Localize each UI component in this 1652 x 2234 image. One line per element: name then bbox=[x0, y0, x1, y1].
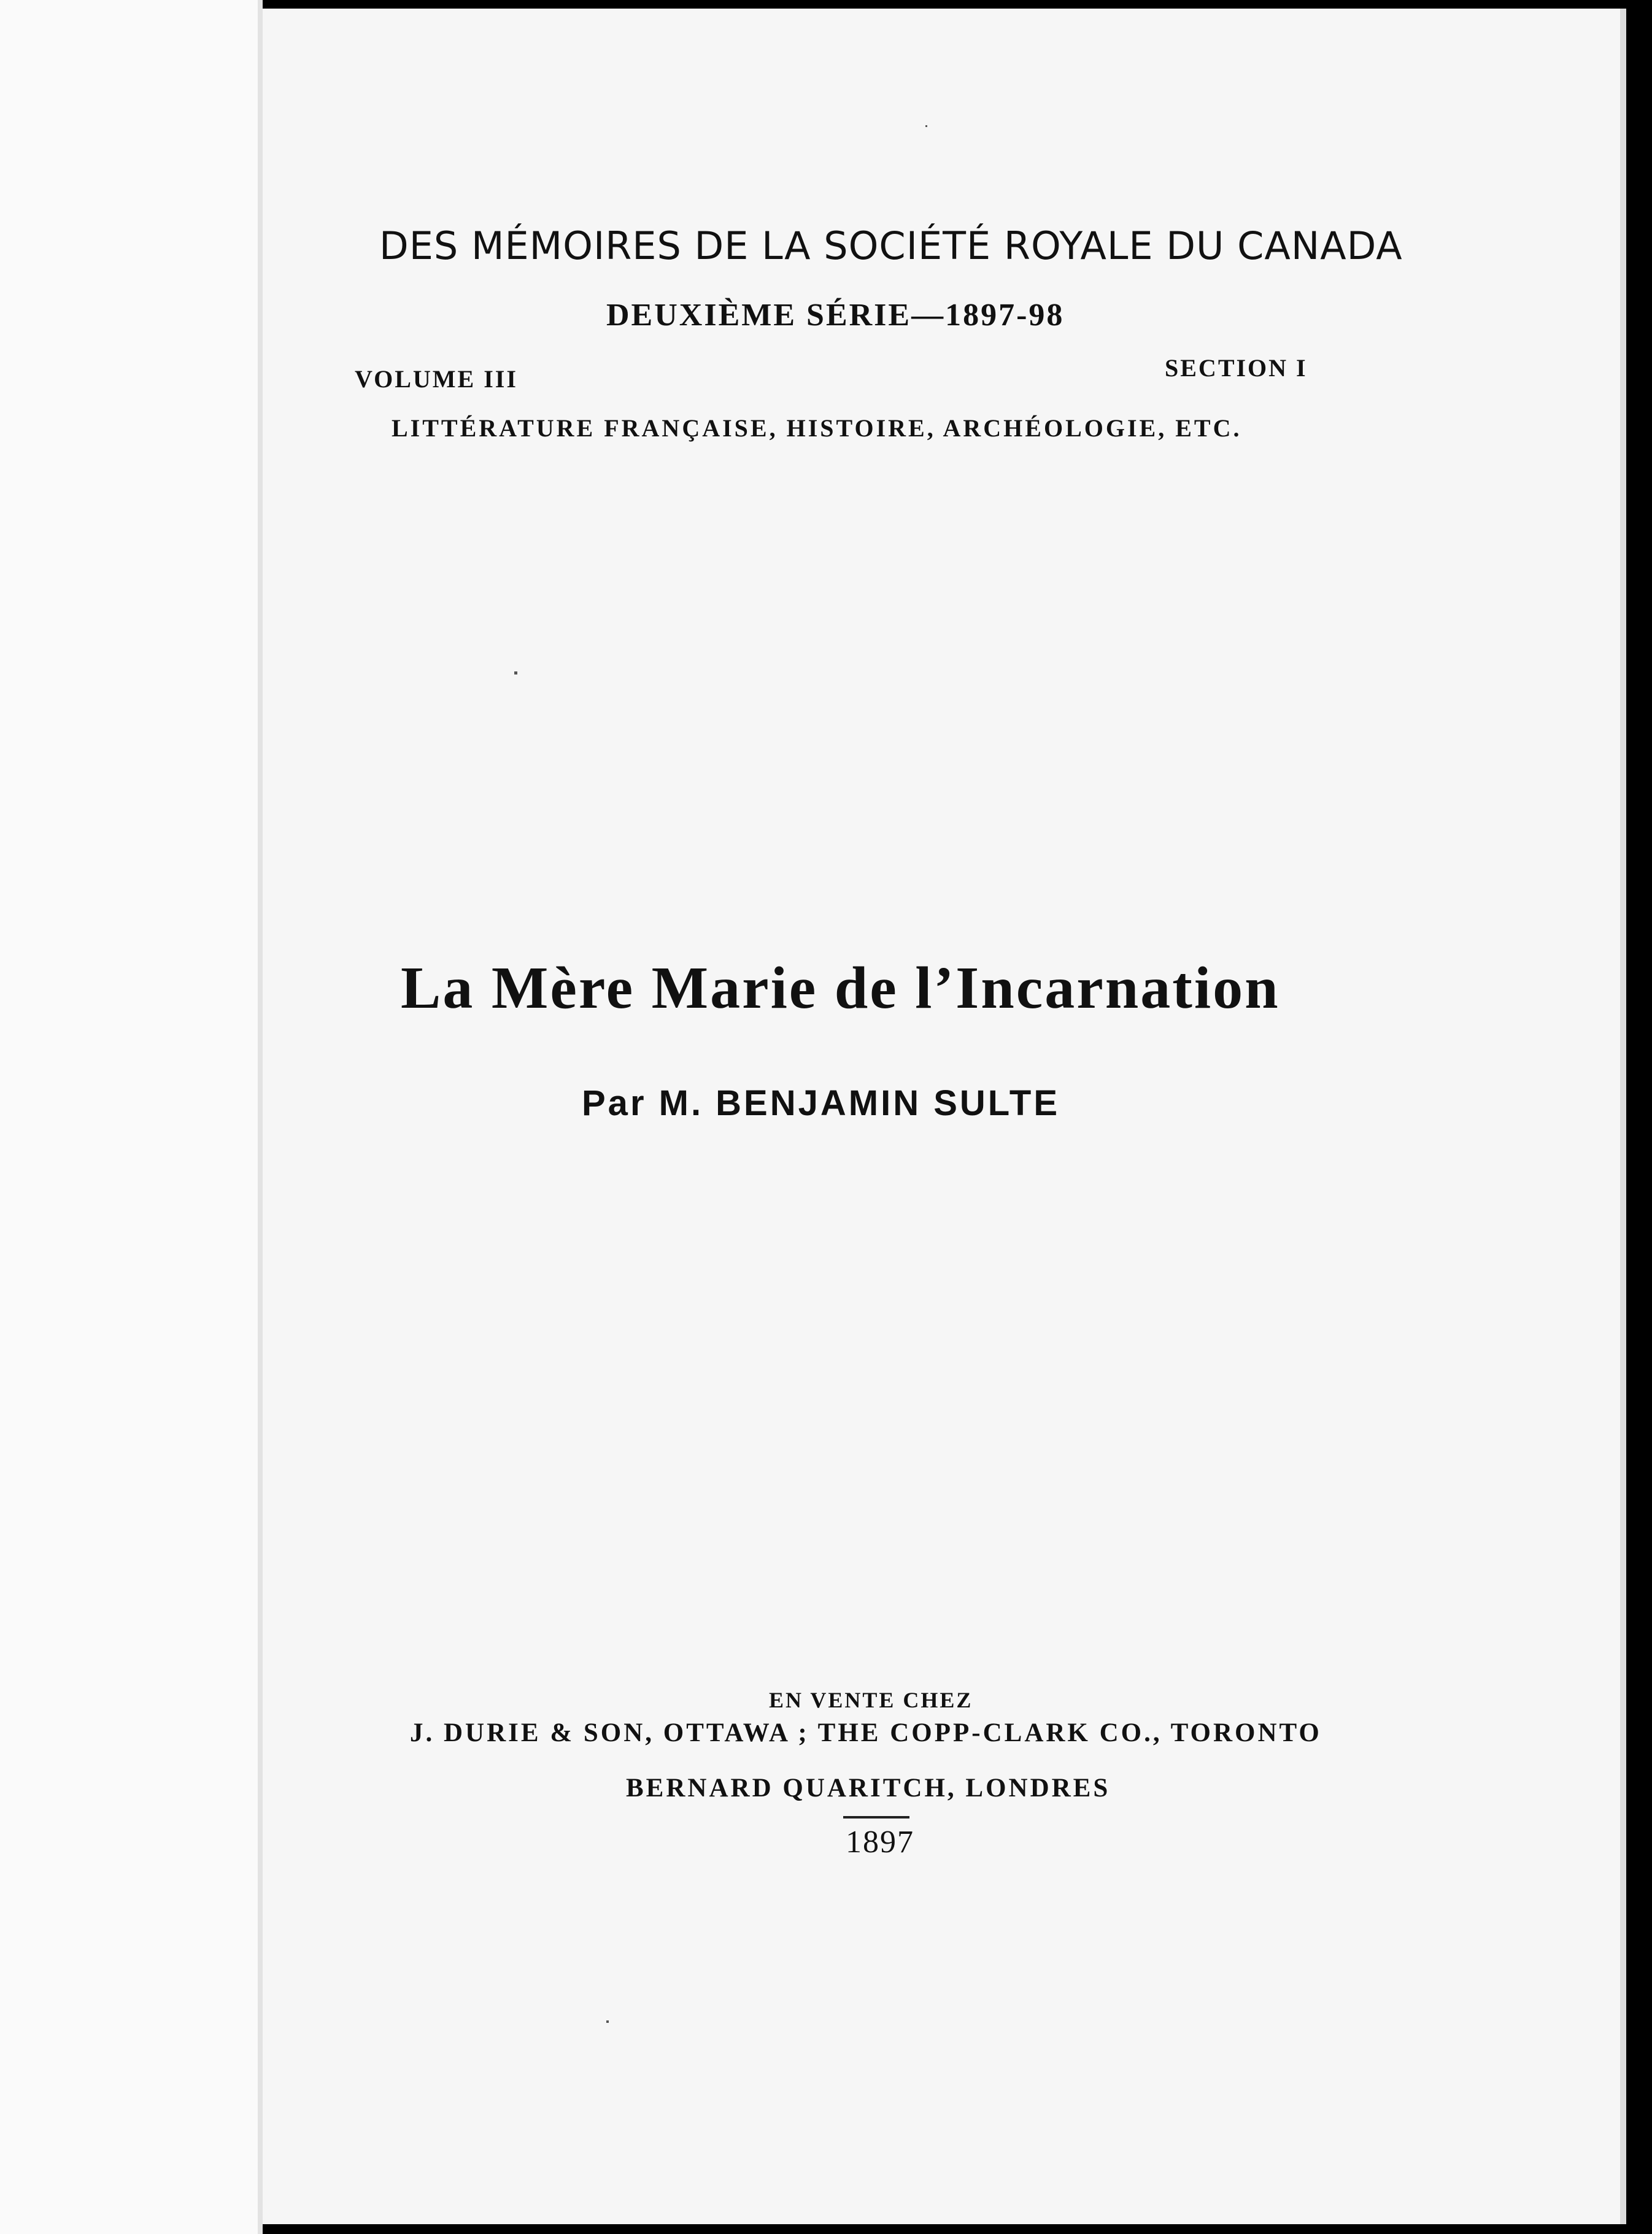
series-heading: DEUXIÈME SÉRIE—1897-98 bbox=[606, 298, 1065, 333]
scan-speck bbox=[606, 2020, 609, 2023]
subjects-line: LITTÉRATURE FRANÇAISE, HISTOIRE, ARCHÉOLOGIE, ETC. bbox=[392, 414, 1242, 442]
scan-speck bbox=[514, 671, 517, 674]
year-rule bbox=[843, 1816, 909, 1819]
society-heading: DES MÉMOIRES DE LA SOCIÉTÉ ROYALE DU CANADA bbox=[379, 223, 1403, 268]
volume-label: VOLUME III bbox=[355, 365, 518, 393]
en-vente-label: EN VENTE CHEZ bbox=[769, 1688, 973, 1712]
binding-spine bbox=[0, 0, 263, 2234]
london-publisher-line: BERNARD QUARITCH, LONDRES bbox=[626, 1774, 1111, 1803]
publication-year: 1897 bbox=[846, 1825, 914, 1860]
title-page bbox=[263, 9, 1626, 2224]
scan-speck bbox=[925, 125, 927, 127]
publishers-line: J. DURIE & SON, OTTAWA ; THE COPP-CLARK CO., TORONTO bbox=[410, 1718, 1322, 1747]
work-title: La Mère Marie de l’Incarnation bbox=[401, 955, 1280, 1021]
author-line: Par M. BENJAMIN SULTE bbox=[582, 1083, 1060, 1123]
section-label: SECTION I bbox=[1165, 354, 1308, 382]
